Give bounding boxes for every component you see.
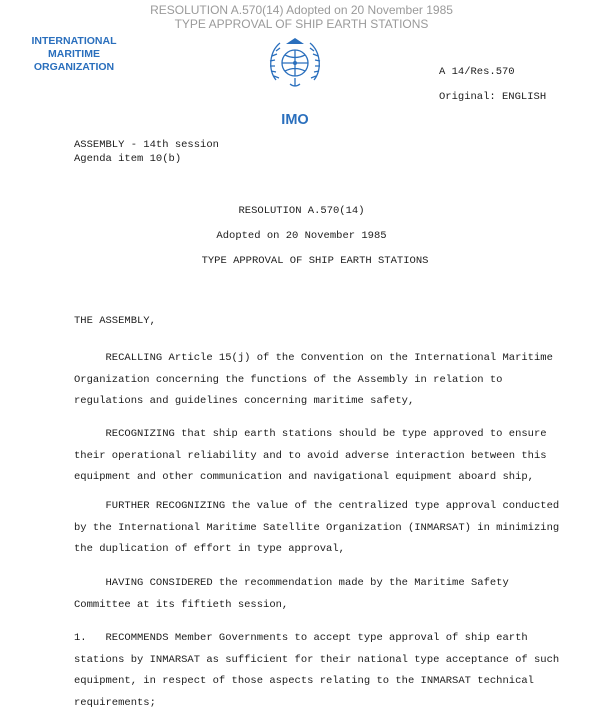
further-line: FURTHER RECOGNIZING the value of the centralized type approval conducted bbox=[74, 496, 554, 518]
imo-emblem-icon bbox=[266, 34, 324, 92]
resolution-title: RESOLUTION A.570(14) bbox=[0, 204, 603, 218]
recalling-line: regulations and guidelines concerning maritime safety, bbox=[74, 391, 554, 413]
organization-name-line2: ORGANIZATION bbox=[34, 61, 114, 73]
further-recognizing-paragraph bbox=[74, 496, 554, 561]
imo-acronym: IMO bbox=[262, 112, 328, 128]
organization-name bbox=[6, 35, 142, 74]
having-considered-paragraph bbox=[74, 573, 554, 616]
recognizing-paragraph bbox=[74, 424, 554, 489]
recommends-line: stations by INMARSAT as sufficient for their national type acceptance of such bbox=[74, 650, 554, 672]
recalling-line: RECALLING Article 15(j) of the Convention on the International Maritime bbox=[74, 348, 554, 370]
header-subject-line: TYPE APPROVAL OF SHIP EARTH STATIONS bbox=[0, 17, 603, 31]
recommends-paragraph bbox=[74, 628, 554, 714]
further-line: the duplication of effort in type approval, bbox=[74, 539, 554, 561]
recalling-paragraph bbox=[74, 348, 554, 413]
further-line: by the International Maritime Satellite Organization (INMARSAT) in minimizing bbox=[74, 518, 554, 540]
recommends-line: equipment, in respect of those aspects relating to the INMARSAT technical bbox=[74, 671, 554, 693]
resolution-adopted-date: Adopted on 20 November 1985 bbox=[0, 229, 603, 243]
resolution-subject: TYPE APPROVAL OF SHIP EARTH STATIONS bbox=[0, 254, 603, 268]
having-line: HAVING CONSIDERED the recommendation made by the Maritime Safety bbox=[74, 573, 554, 595]
assembly-opening: THE ASSEMBLY, bbox=[74, 314, 156, 328]
recalling-line: Organization concerning the functions of the Assembly in relation to bbox=[74, 370, 554, 392]
original-language: Original: ENGLISH bbox=[439, 90, 546, 104]
header-resolution-line: RESOLUTION A.570(14) Adopted on 20 November 1985 bbox=[0, 3, 603, 17]
recognizing-line: RECOGNIZING that ship earth stations should be type approved to ensure bbox=[74, 424, 554, 446]
document-number: A 14/Res.570 bbox=[439, 65, 515, 79]
recommends-line: 1. RECOMMENDS Member Governments to accept type approval of ship earth bbox=[74, 628, 554, 650]
assembly-session: ASSEMBLY - 14th session bbox=[74, 138, 219, 152]
organization-name-line1: INTERNATIONAL MARITIME bbox=[32, 35, 117, 60]
agenda-item: Agenda item 10(b) bbox=[74, 152, 181, 166]
recognizing-line: equipment and other communication and navigational equipment aboard ship, bbox=[74, 467, 554, 489]
recommends-line: requirements; bbox=[74, 693, 554, 714]
recognizing-line: their operational reliability and to avoid adverse interaction between this bbox=[74, 446, 554, 468]
having-line: Committee at its fiftieth session, bbox=[74, 595, 554, 617]
